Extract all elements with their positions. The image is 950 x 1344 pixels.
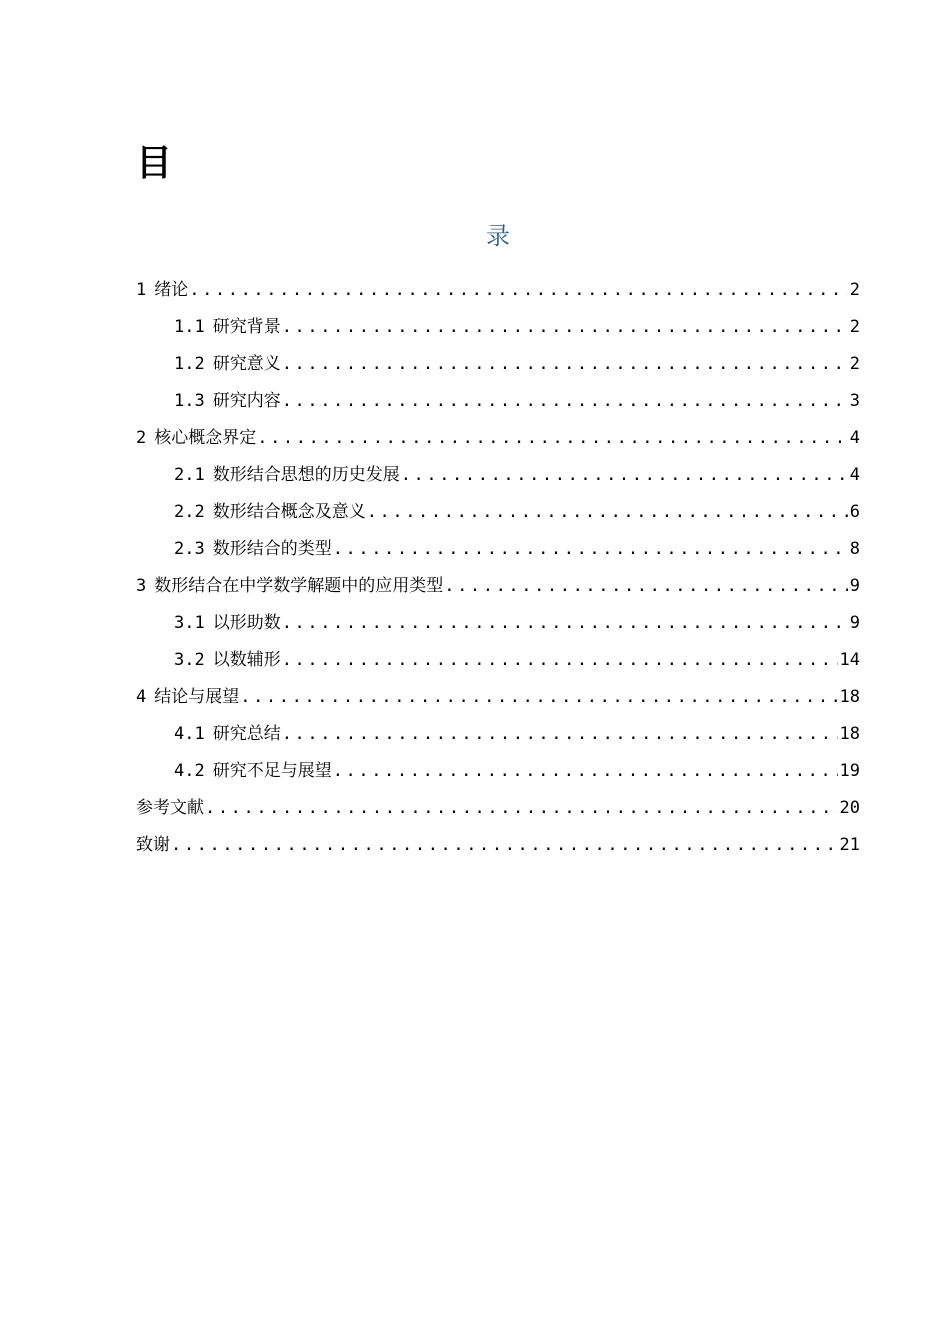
table-of-contents [136, 274, 860, 866]
toc-dot-leader [189, 274, 848, 306]
toc-dot-leader [282, 644, 838, 676]
toc-entry[interactable] [136, 607, 860, 644]
toc-dot-leader [367, 496, 848, 528]
toc-entry-page: 4 [849, 465, 860, 485]
toc-dot-leader [282, 385, 848, 417]
toc-entry-label: 数形结合的类型 [212, 539, 332, 559]
toc-entry[interactable] [136, 755, 860, 792]
toc-dot-leader [282, 718, 838, 750]
toc-entry[interactable] [136, 311, 860, 348]
toc-entry-label: 核心概念界定 [154, 428, 257, 448]
toc-entry[interactable] [136, 422, 860, 459]
toc-entry[interactable] [136, 348, 860, 385]
toc-entry-page: 21 [839, 835, 860, 855]
toc-entry-label: 以数辅形 [212, 650, 281, 670]
toc-entry-label: 结论与展望 [154, 687, 240, 707]
toc-entry-number: 1.2 [174, 354, 205, 374]
toc-entry-label: 以形助数 [212, 613, 281, 633]
toc-dot-leader [333, 533, 848, 565]
toc-entry-number: 1.1 [174, 317, 205, 337]
toc-entry-number: 2.2 [174, 502, 205, 522]
toc-entry-label: 研究背景 [212, 317, 281, 337]
toc-dot-leader [401, 459, 848, 491]
toc-dot-leader [282, 311, 848, 343]
toc-entry-page: 4 [849, 428, 860, 448]
toc-entry-label: 致谢 [136, 835, 170, 855]
toc-title-first-char: 目 [136, 143, 173, 184]
toc-entry[interactable] [136, 829, 860, 866]
toc-entry-label: 数形结合思想的历史发展 [212, 465, 400, 485]
toc-entry-label: 研究不足与展望 [212, 761, 332, 781]
toc-dot-leader [282, 607, 848, 639]
toc-entry-number: 3 [136, 576, 147, 596]
toc-entry-page: 18 [839, 724, 860, 744]
toc-entry-page: 8 [849, 539, 860, 559]
toc-entry-number: 3.2 [174, 650, 205, 670]
toc-entry-number: 4.1 [174, 724, 205, 744]
toc-dot-leader [240, 681, 837, 713]
toc-entry[interactable] [136, 459, 860, 496]
toc-entry-page: 14 [839, 650, 860, 670]
toc-entry-number: 1.3 [174, 391, 205, 411]
toc-entry-label: 数形结合概念及意义 [212, 502, 366, 522]
toc-entry[interactable] [136, 681, 860, 718]
toc-entry[interactable] [136, 385, 860, 422]
toc-entry-label: 研究内容 [212, 391, 281, 411]
toc-entry-number: 4.2 [174, 761, 205, 781]
toc-entry-number: 1 [136, 280, 147, 300]
toc-entry[interactable] [136, 644, 860, 681]
toc-entry-page: 9 [849, 613, 860, 633]
toc-entry-number: 3.1 [174, 613, 205, 633]
toc-entry-label: 研究意义 [212, 354, 281, 374]
toc-entry[interactable] [136, 533, 860, 570]
toc-entry-page: 2 [849, 317, 860, 337]
toc-entry-page: 2 [849, 280, 860, 300]
toc-entry-page: 2 [849, 354, 860, 374]
toc-entry-page: 6 [849, 502, 860, 522]
toc-entry[interactable] [136, 570, 860, 607]
toc-dot-leader [333, 755, 838, 787]
toc-entry[interactable] [136, 792, 860, 829]
toc-entry-label: 数形结合在中学数学解题中的应用类型 [154, 576, 444, 596]
toc-dot-leader [171, 829, 838, 861]
toc-entry[interactable] [136, 496, 860, 533]
toc-entry-page: 20 [839, 798, 860, 818]
toc-dot-leader [282, 348, 848, 380]
toc-entry-number: 2.1 [174, 465, 205, 485]
toc-entry[interactable] [136, 274, 860, 311]
toc-entry-number: 4 [136, 687, 147, 707]
toc-entry-page: 19 [839, 761, 860, 781]
toc-dot-leader [444, 570, 848, 602]
toc-entry-label: 参考文献 [136, 798, 204, 818]
toc-entry-page: 3 [849, 391, 860, 411]
toc-dot-leader [205, 792, 838, 824]
toc-entry-number: 2 [136, 428, 147, 448]
toc-dot-leader [257, 422, 848, 454]
toc-title-second-char: 录 [486, 222, 510, 250]
toc-entry-number: 2.3 [174, 539, 205, 559]
toc-entry[interactable] [136, 718, 860, 755]
toc-entry-label: 研究总结 [212, 724, 281, 744]
toc-entry-page: 9 [849, 576, 860, 596]
toc-entry-label: 绪论 [154, 280, 189, 300]
toc-entry-page: 18 [839, 687, 860, 707]
